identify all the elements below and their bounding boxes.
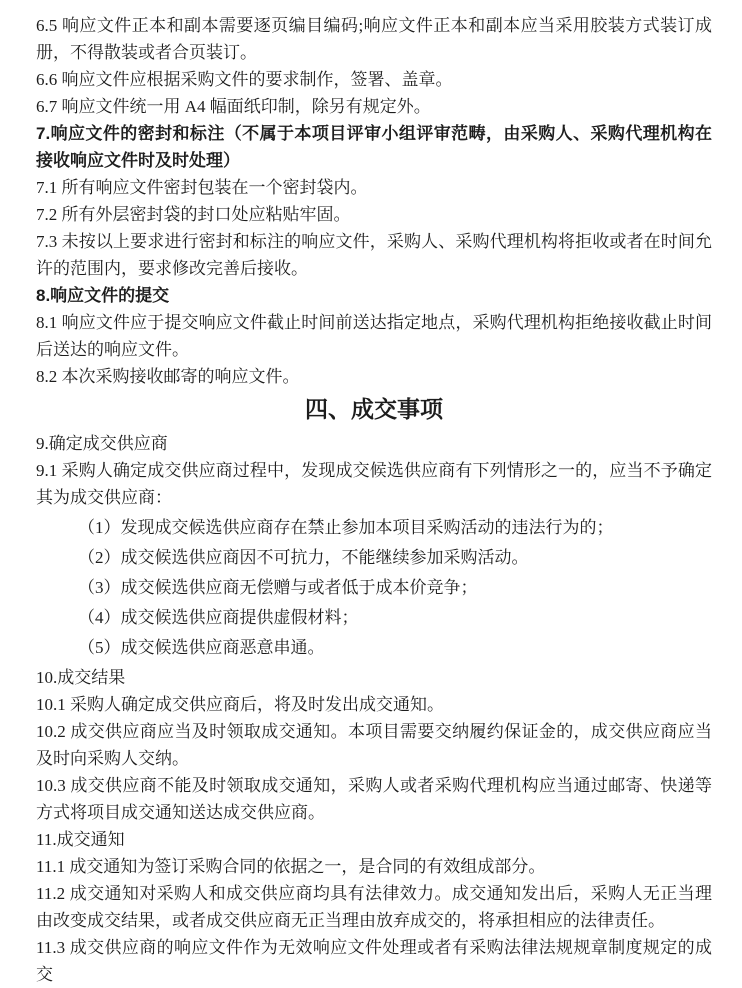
list-item: （3）成交候选供应商无偿赠与或者低于成本价竞争； bbox=[78, 578, 478, 597]
list-item: （1）发现成交候选供应商存在禁止参加本项目采购活动的违法行为的； bbox=[78, 518, 614, 537]
list-item: （5）成交候选供应商恶意串通。 bbox=[78, 638, 325, 657]
paragraph: 7.3 未按以上要求进行密封和标注的响应文件，采购人、采购代理机构将拒收或者在时间允许的范围内，要求修改完善后接收。 bbox=[36, 232, 712, 278]
paragraph: 10.3 成交供应商不能及时领取成交通知，采购人或者采购代理机构应当通过邮寄、快递等方式将项目成交通知送达成交供应商。 bbox=[36, 776, 712, 822]
list-item: （4）成交候选供应商提供虚假材料； bbox=[78, 608, 359, 627]
paragraph: 7.1 所有响应文件密封包装在一个密封袋内。 bbox=[36, 178, 368, 197]
paragraph: 11.3 成交供应商的响应文件作为无效响应文件处理或者有采购法律法规规章制度规定的成交 bbox=[36, 938, 712, 984]
paragraph: 10.1 采购人确定成交供应商后，将及时发出成交通知。 bbox=[36, 695, 444, 714]
paragraph: 11.1 成交通知为签订采购合同的依据之一，是合同的有效组成部分。 bbox=[36, 857, 546, 876]
list-item: （2）成交候选供应商因不可抗力，不能继续参加采购活动。 bbox=[78, 548, 529, 567]
paragraph: 10.成交结果 bbox=[36, 668, 126, 687]
section-heading: 7.响应文件的密封和标注（不属于本项目评审小组评审范畴，由采购人、采购代理机构在接收响应文件时及时处理） bbox=[36, 124, 712, 170]
section-heading: 8.响应文件的提交 bbox=[36, 286, 170, 305]
paragraph: 7.2 所有外层密封袋的封口处应粘贴牢固。 bbox=[36, 205, 351, 224]
paragraph: 6.7 响应文件统一用 A4 幅面纸印制，除另有规定外。 bbox=[36, 97, 431, 116]
paragraph: 11.成交通知 bbox=[36, 830, 125, 849]
paragraph: 8.2 本次采购接收邮寄的响应文件。 bbox=[36, 367, 300, 386]
paragraph: 6.6 响应文件应根据采购文件的要求制作，签署、盖章。 bbox=[36, 70, 453, 89]
chapter-title: 四、成交事项 bbox=[305, 396, 443, 422]
paragraph: 11.2 成交通知对采购人和成交供应商均具有法律效力。成交通知发出后，采购人无正当理由改变成交结果，或者成交供应商无正当理由放弃成交的，将承担相应的法律责任。 bbox=[36, 884, 712, 930]
paragraph: 8.1 响应文件应于提交响应文件截止时间前送达指定地点，采购代理机构拒绝接收截止时间后送达的响应文件。 bbox=[36, 313, 712, 359]
paragraph: 6.5 响应文件正本和副本需要逐页编目编码;响应文件正本和副本应当采用胶装方式装订成册，不得散装或者合页装订。 bbox=[36, 16, 712, 62]
paragraph: 9.1 采购人确定成交供应商过程中，发现成交候选供应商有下列情形之一的，应当不予确定其为成交供应商： bbox=[36, 461, 712, 507]
paragraph: 9.确定成交供应商 bbox=[36, 434, 168, 453]
paragraph: 10.2 成交供应商应当及时领取成交通知。本项目需要交纳履约保证金的，成交供应商应当及时向采购人交纳。 bbox=[36, 722, 712, 768]
document-body bbox=[36, 12, 712, 988]
